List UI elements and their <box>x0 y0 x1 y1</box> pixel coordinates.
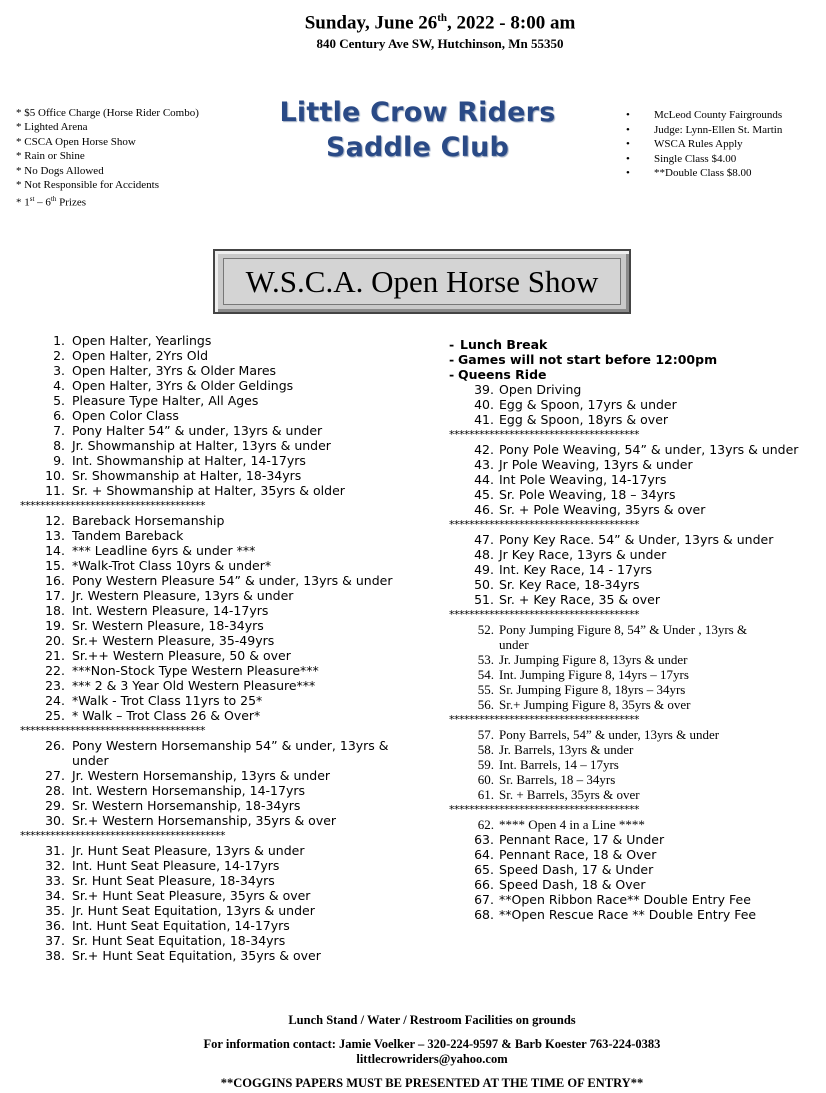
class-group <box>449 817 814 922</box>
class-item <box>20 483 430 498</box>
class-title: Open Color Class <box>72 408 179 423</box>
class-item <box>20 378 430 393</box>
class-number: 19. <box>45 618 65 633</box>
class-title: Sr. Showmanship at Halter, 18-34yrs <box>72 468 302 483</box>
class-group <box>449 532 814 607</box>
class-title: Sr. Hunt Seat Pleasure, 18-34yrs <box>72 873 275 888</box>
class-title: Sr. Pole Weaving, 18 – 34yrs <box>499 487 676 502</box>
class-item <box>449 397 814 412</box>
class-title: Int. Western Pleasure, 14-17yrs <box>72 603 269 618</box>
separator: ***************************************** <box>20 829 225 842</box>
class-item <box>20 468 430 483</box>
class-number: 67. <box>474 892 494 907</box>
bullet-icon: • <box>626 123 630 136</box>
class-item <box>449 577 814 592</box>
class-number: 18. <box>45 603 65 618</box>
class-item <box>20 333 430 348</box>
class-item <box>449 907 814 922</box>
class-number: 55. <box>477 682 494 697</box>
class-title: Open Halter, 2Yrs Old <box>72 348 209 363</box>
class-title: Jr. Western Pleasure, 13yrs & under <box>72 588 294 603</box>
class-number: 44. <box>474 472 494 487</box>
class-item <box>20 393 430 408</box>
notice-text: Lunch Break <box>460 337 548 352</box>
class-title: Int. Hunt Seat Pleasure, 14-17yrs <box>72 858 280 873</box>
class-number: 20. <box>45 633 65 648</box>
bullet-icon: • <box>626 109 630 121</box>
class-item <box>449 532 814 547</box>
class-title: **Open Rescue Race ** Double Entry Fee <box>499 907 757 922</box>
class-number: 43. <box>474 457 494 472</box>
class-title: Open Halter, 3Yrs & Older Mares <box>72 363 277 378</box>
class-item <box>20 513 430 528</box>
class-item <box>449 592 814 607</box>
class-number: 22. <box>45 663 65 678</box>
class-title: ***Non-Stock Type Western Pleasure*** <box>72 663 319 678</box>
class-title: Sr.+ Hunt Seat Equitation, 35yrs & over <box>72 948 321 963</box>
class-item <box>449 412 814 427</box>
bullet-item: • Single Class $4.00 <box>626 152 737 165</box>
class-number: 37. <box>45 933 65 948</box>
class-item <box>20 573 430 588</box>
coggins-notice: **COGGINS PAPERS MUST BE PRESENTED AT THE TIME OF ENTRY** <box>220 1076 644 1090</box>
class-number: 21. <box>45 648 65 663</box>
separator: ************************************** <box>449 518 639 531</box>
class-title: Int Pole Weaving, 14-17yrs <box>499 472 667 487</box>
note: * No Dogs Allowed <box>16 164 104 177</box>
class-title: Sr. + Pole Weaving, 35yrs & over <box>499 502 706 517</box>
class-item <box>20 813 430 828</box>
class-item <box>449 817 814 832</box>
class-group <box>20 768 430 828</box>
class-title: Speed Dash, 17 & Under <box>499 862 654 877</box>
class-item <box>20 663 430 678</box>
separator: ************************************** <box>449 713 639 726</box>
class-item <box>20 933 430 948</box>
class-item <box>449 562 814 577</box>
class-group <box>449 727 814 802</box>
separator: ************************************* <box>20 499 205 512</box>
note: * Not Responsible for Accidents <box>16 179 159 192</box>
class-title: Sr. + Barrels, 35yrs & over <box>499 787 640 802</box>
contact-email: littlecrowriders@yahoo.com <box>356 1052 508 1066</box>
class-number: 47. <box>474 532 494 547</box>
notice-item <box>449 367 814 382</box>
class-title: Sr. + Key Race, 35 & over <box>499 592 661 607</box>
class-number: 9. <box>53 453 65 468</box>
class-group <box>20 333 430 498</box>
class-number: 15. <box>45 558 65 573</box>
class-item <box>20 948 430 963</box>
class-item <box>20 858 430 873</box>
class-item <box>20 423 430 438</box>
bullet-icon: • <box>626 167 630 180</box>
class-title: Speed Dash, 18 & Over <box>499 877 646 892</box>
class-number: 58. <box>477 742 494 757</box>
class-item <box>20 558 430 573</box>
class-item <box>20 918 430 933</box>
class-item <box>20 693 430 708</box>
class-item <box>20 348 430 363</box>
class-title: Jr. Hunt Seat Pleasure, 13yrs & under <box>72 843 305 858</box>
class-title: Jr. Showmanship at Halter, 13yrs & under <box>72 438 331 453</box>
class-item <box>20 903 430 918</box>
class-title: *** Leadline 6yrs & under *** <box>72 543 256 558</box>
class-number: 8. <box>53 438 65 453</box>
club-name-line1: Little Crow Riders <box>279 97 556 128</box>
class-title: Sr. Jumping Figure 8, 18yrs – 34yrs <box>499 682 686 697</box>
class-title: Sr. Western Horsemanship, 18-34yrs <box>72 798 301 813</box>
class-number: 7. <box>53 423 65 438</box>
class-title: Open Halter, 3Yrs & Older Geldings <box>72 378 294 393</box>
class-number: 60. <box>477 772 494 787</box>
class-group <box>20 513 430 723</box>
class-item <box>449 787 814 802</box>
class-title: Sr. Western Pleasure, 18-34yrs <box>72 618 264 633</box>
class-title: Bareback Horsemanship <box>72 513 225 528</box>
class-title: Sr. Hunt Seat Equitation, 18-34yrs <box>72 933 286 948</box>
class-title: Tandem Bareback <box>72 528 184 543</box>
left-notes <box>16 106 199 211</box>
class-item <box>20 453 430 468</box>
class-number: 62. <box>477 817 494 832</box>
class-title: Pennant Race, 18 & Over <box>499 847 657 862</box>
class-item <box>449 682 814 697</box>
class-number: 45. <box>474 487 494 502</box>
class-item <box>20 603 430 618</box>
class-number: 6. <box>53 408 65 423</box>
bullet-item: • WSCA Rules Apply <box>626 138 743 151</box>
class-title: Int. Barrels, 14 – 17yrs <box>499 757 619 772</box>
class-number: 42. <box>474 442 494 457</box>
class-group <box>449 382 814 427</box>
class-title: Sr. Barrels, 18 – 34yrs <box>499 772 616 787</box>
class-item <box>20 438 430 453</box>
class-item <box>449 382 814 397</box>
bullet-item: • **Double Class $8.00 <box>626 167 752 180</box>
class-item <box>20 588 430 603</box>
class-item <box>449 727 814 742</box>
class-number: 3. <box>53 363 65 378</box>
class-number: 49. <box>474 562 494 577</box>
class-number: 14. <box>45 543 65 558</box>
class-item <box>20 678 430 693</box>
class-item <box>20 543 430 558</box>
class-title: Int. Showmanship at Halter, 14-17yrs <box>72 453 306 468</box>
class-number: 28. <box>45 783 65 798</box>
class-item <box>20 408 430 423</box>
class-item <box>449 832 814 847</box>
class-number: 31. <box>45 843 65 858</box>
note-prizes: * 1st – 6th Prizes <box>16 195 87 210</box>
class-title: Jr Key Race, 13yrs & under <box>499 547 667 562</box>
class-group <box>449 442 814 517</box>
class-item <box>449 442 814 457</box>
class-number: 46. <box>474 502 494 517</box>
class-group <box>449 652 814 712</box>
class-title: Egg & Spoon, 17yrs & under <box>499 397 677 412</box>
class-title: * Walk – Trot Class 26 & Over* <box>72 708 261 723</box>
class-title: Pleasure Type Halter, All Ages <box>72 393 259 408</box>
club-name-line2: Saddle Club <box>325 132 510 163</box>
class-number: 33. <box>45 873 65 888</box>
show-date: Sunday, June 26th, 2022 - 8:00 am <box>304 12 576 34</box>
show-title: W.S.C.A. Open Horse Show <box>245 263 599 299</box>
class-number: 1. <box>53 333 65 348</box>
notice-item <box>449 352 814 367</box>
class-title: Jr. Barrels, 13yrs & under <box>499 742 634 757</box>
class-number: 2. <box>53 348 65 363</box>
class-number: 64. <box>474 847 494 862</box>
class-title: Jr. Hunt Seat Equitation, 13yrs & under <box>72 903 315 918</box>
class-number: 36. <box>45 918 65 933</box>
class-title: Sr.+ Western Horsemanship, 35yrs & over <box>72 813 337 828</box>
class-number: 34. <box>45 888 65 903</box>
class-title: Jr. Jumping Figure 8, 13yrs & under <box>499 652 688 667</box>
class-item <box>449 757 814 772</box>
class-number: 63. <box>474 832 494 847</box>
class-title: Sr. + Showmanship at Halter, 35yrs & older <box>72 483 345 498</box>
class-number: 17. <box>45 588 65 603</box>
class-title: Jr Pole Weaving, 13yrs & under <box>499 457 693 472</box>
bullet-item: • McLeod County Fairgrounds <box>626 109 783 121</box>
class-number: 53. <box>477 652 494 667</box>
class-number: 41. <box>474 412 494 427</box>
class-item <box>449 697 814 712</box>
class-number: 23. <box>45 678 65 693</box>
class-title: *Walk-Trot Class 10yrs & under* <box>72 558 272 573</box>
class-title: **Open Ribbon Race** Double Entry Fee <box>499 892 751 907</box>
class-item <box>449 472 814 487</box>
class-number: 57. <box>477 727 494 742</box>
class-item <box>449 772 814 787</box>
class-item <box>449 547 814 562</box>
bullet-icon: • <box>626 138 630 151</box>
notice-text: Games will not start before 12:00pm <box>458 352 718 367</box>
class-title: Sr.+ Western Pleasure, 35-49yrs <box>72 633 275 648</box>
class-title: Pony Halter 54” & under, 13yrs & under <box>72 423 323 438</box>
class-title: Jr. Western Horsemanship, 13yrs & under <box>72 768 331 783</box>
separator: ************************************* <box>20 724 205 737</box>
class-item <box>449 667 814 682</box>
class-title: Int. Jumping Figure 8, 14yrs – 17yrs <box>499 667 689 682</box>
class-title: Sr. Key Race, 18-34yrs <box>499 577 640 592</box>
class-title: Pony Key Race. 54” & Under, 13yrs & under <box>499 532 774 547</box>
note: * CSCA Open Horse Show <box>16 135 136 148</box>
class-title: Pony Western Pleasure 54” & under, 13yrs & under <box>72 573 393 588</box>
class-title: Pony Pole Weaving, 54” & under, 13yrs & under <box>499 442 799 457</box>
show-title-banner <box>213 249 631 314</box>
class-number: 11. <box>45 483 65 498</box>
bullet-icon: • <box>626 152 630 165</box>
note: * Rain or Shine <box>16 150 85 163</box>
note: * $5 Office Charge (Horse Rider Combo) <box>16 107 199 119</box>
class-number: 32. <box>45 858 65 873</box>
class-number: 51. <box>474 592 494 607</box>
class-title: Int. Hunt Seat Equitation, 14-17yrs <box>72 918 290 933</box>
class-number: 38. <box>45 948 65 963</box>
class-item <box>20 768 430 783</box>
class-title: Egg & Spoon, 18yrs & over <box>499 412 669 427</box>
class-number: 61. <box>477 787 494 802</box>
class-item <box>449 502 814 517</box>
class-item <box>20 633 430 648</box>
class-item <box>449 487 814 502</box>
class-item <box>20 843 430 858</box>
class-item: 52. Pony Jumping Figure 8, 54” & Under , 13yrs & under <box>477 622 748 652</box>
bullet-item: • Judge: Lynn-Ellen St. Martin <box>626 123 783 136</box>
class-title: Pennant Race, 17 & Under <box>499 832 665 847</box>
class-item <box>20 783 430 798</box>
separator: ************************************** <box>449 803 639 816</box>
class-number: 65. <box>474 862 494 877</box>
class-title: Sr.+ Hunt Seat Pleasure, 35yrs & over <box>72 888 311 903</box>
show-address: 840 Century Ave SW, Hutchinson, Mn 55350 <box>316 36 564 51</box>
class-item <box>20 528 430 543</box>
class-item <box>20 618 430 633</box>
class-item <box>449 457 814 472</box>
class-title: *Walk - Trot Class 11yrs to 25* <box>72 693 263 708</box>
class-number: 56. <box>477 697 494 712</box>
notice-group <box>449 337 814 382</box>
class-title: Sr.++ Western Pleasure, 50 & over <box>72 648 291 663</box>
class-item <box>449 862 814 877</box>
class-title: Sr.+ Jumping Figure 8, 35yrs & over <box>499 697 691 712</box>
class-item <box>20 363 430 378</box>
class-item <box>20 888 430 903</box>
class-number: 29. <box>45 798 65 813</box>
class-number: 5. <box>53 393 65 408</box>
class-item <box>449 892 814 907</box>
notice-item <box>449 337 814 352</box>
banner-inner <box>223 258 621 305</box>
dash-icon: - <box>449 367 455 382</box>
separator: ************************************** <box>449 608 639 621</box>
class-title: Int. Key Race, 14 - 17yrs <box>499 562 652 577</box>
class-number: 54. <box>477 667 494 682</box>
class-item <box>449 847 814 862</box>
facilities-note: Lunch Stand / Water / Restroom Facilities on grounds <box>288 1013 576 1027</box>
class-item <box>20 648 430 663</box>
class-number: 16. <box>45 573 65 588</box>
club-name <box>250 95 585 165</box>
dash-icon: - <box>449 352 455 367</box>
class-number: 35. <box>45 903 65 918</box>
class-number: 25. <box>45 708 65 723</box>
dash-icon: - <box>449 337 455 352</box>
class-number: 66. <box>474 877 494 892</box>
class-title: Open Halter, Yearlings <box>72 333 212 348</box>
class-item <box>20 873 430 888</box>
class-item <box>449 877 814 892</box>
class-number: 27. <box>45 768 65 783</box>
class-item <box>449 742 814 757</box>
class-number: 48. <box>474 547 494 562</box>
class-list-right <box>449 337 814 922</box>
contact-info: For information contact: Jamie Voelker – 320-224-9597 & Barb Koester 763-224-0383 <box>203 1037 661 1051</box>
class-number: 4. <box>53 378 65 393</box>
class-number: 12. <box>45 513 65 528</box>
class-title: *** 2 & 3 Year Old Western Pleasure*** <box>72 678 316 693</box>
class-number: 68. <box>474 907 494 922</box>
class-number: 40. <box>474 397 494 412</box>
class-number: 59. <box>477 757 494 772</box>
class-item <box>20 798 430 813</box>
class-item: 26. Pony Western Horsemanship 54” & under, 13yrs & under <box>45 738 389 768</box>
notice-text: Queens Ride <box>458 367 547 382</box>
class-number: 39. <box>474 382 494 397</box>
class-number: 30. <box>45 813 65 828</box>
class-list-left <box>20 333 430 963</box>
class-number: 13. <box>45 528 65 543</box>
class-title: **** Open 4 in a Line **** <box>499 817 645 832</box>
class-number: 10. <box>45 468 65 483</box>
class-title: Pony Barrels, 54” & under, 13yrs & under <box>499 727 720 742</box>
class-item <box>20 708 430 723</box>
note: * Lighted Arena <box>16 121 88 134</box>
class-item <box>449 652 814 667</box>
separator: ************************************** <box>449 428 639 441</box>
class-number: 24. <box>45 693 65 708</box>
class-number: 50. <box>474 577 494 592</box>
class-title: Open Driving <box>499 382 582 397</box>
class-group <box>20 843 430 963</box>
class-title: Int. Western Horsemanship, 14-17yrs <box>72 783 306 798</box>
right-notes <box>626 108 782 181</box>
